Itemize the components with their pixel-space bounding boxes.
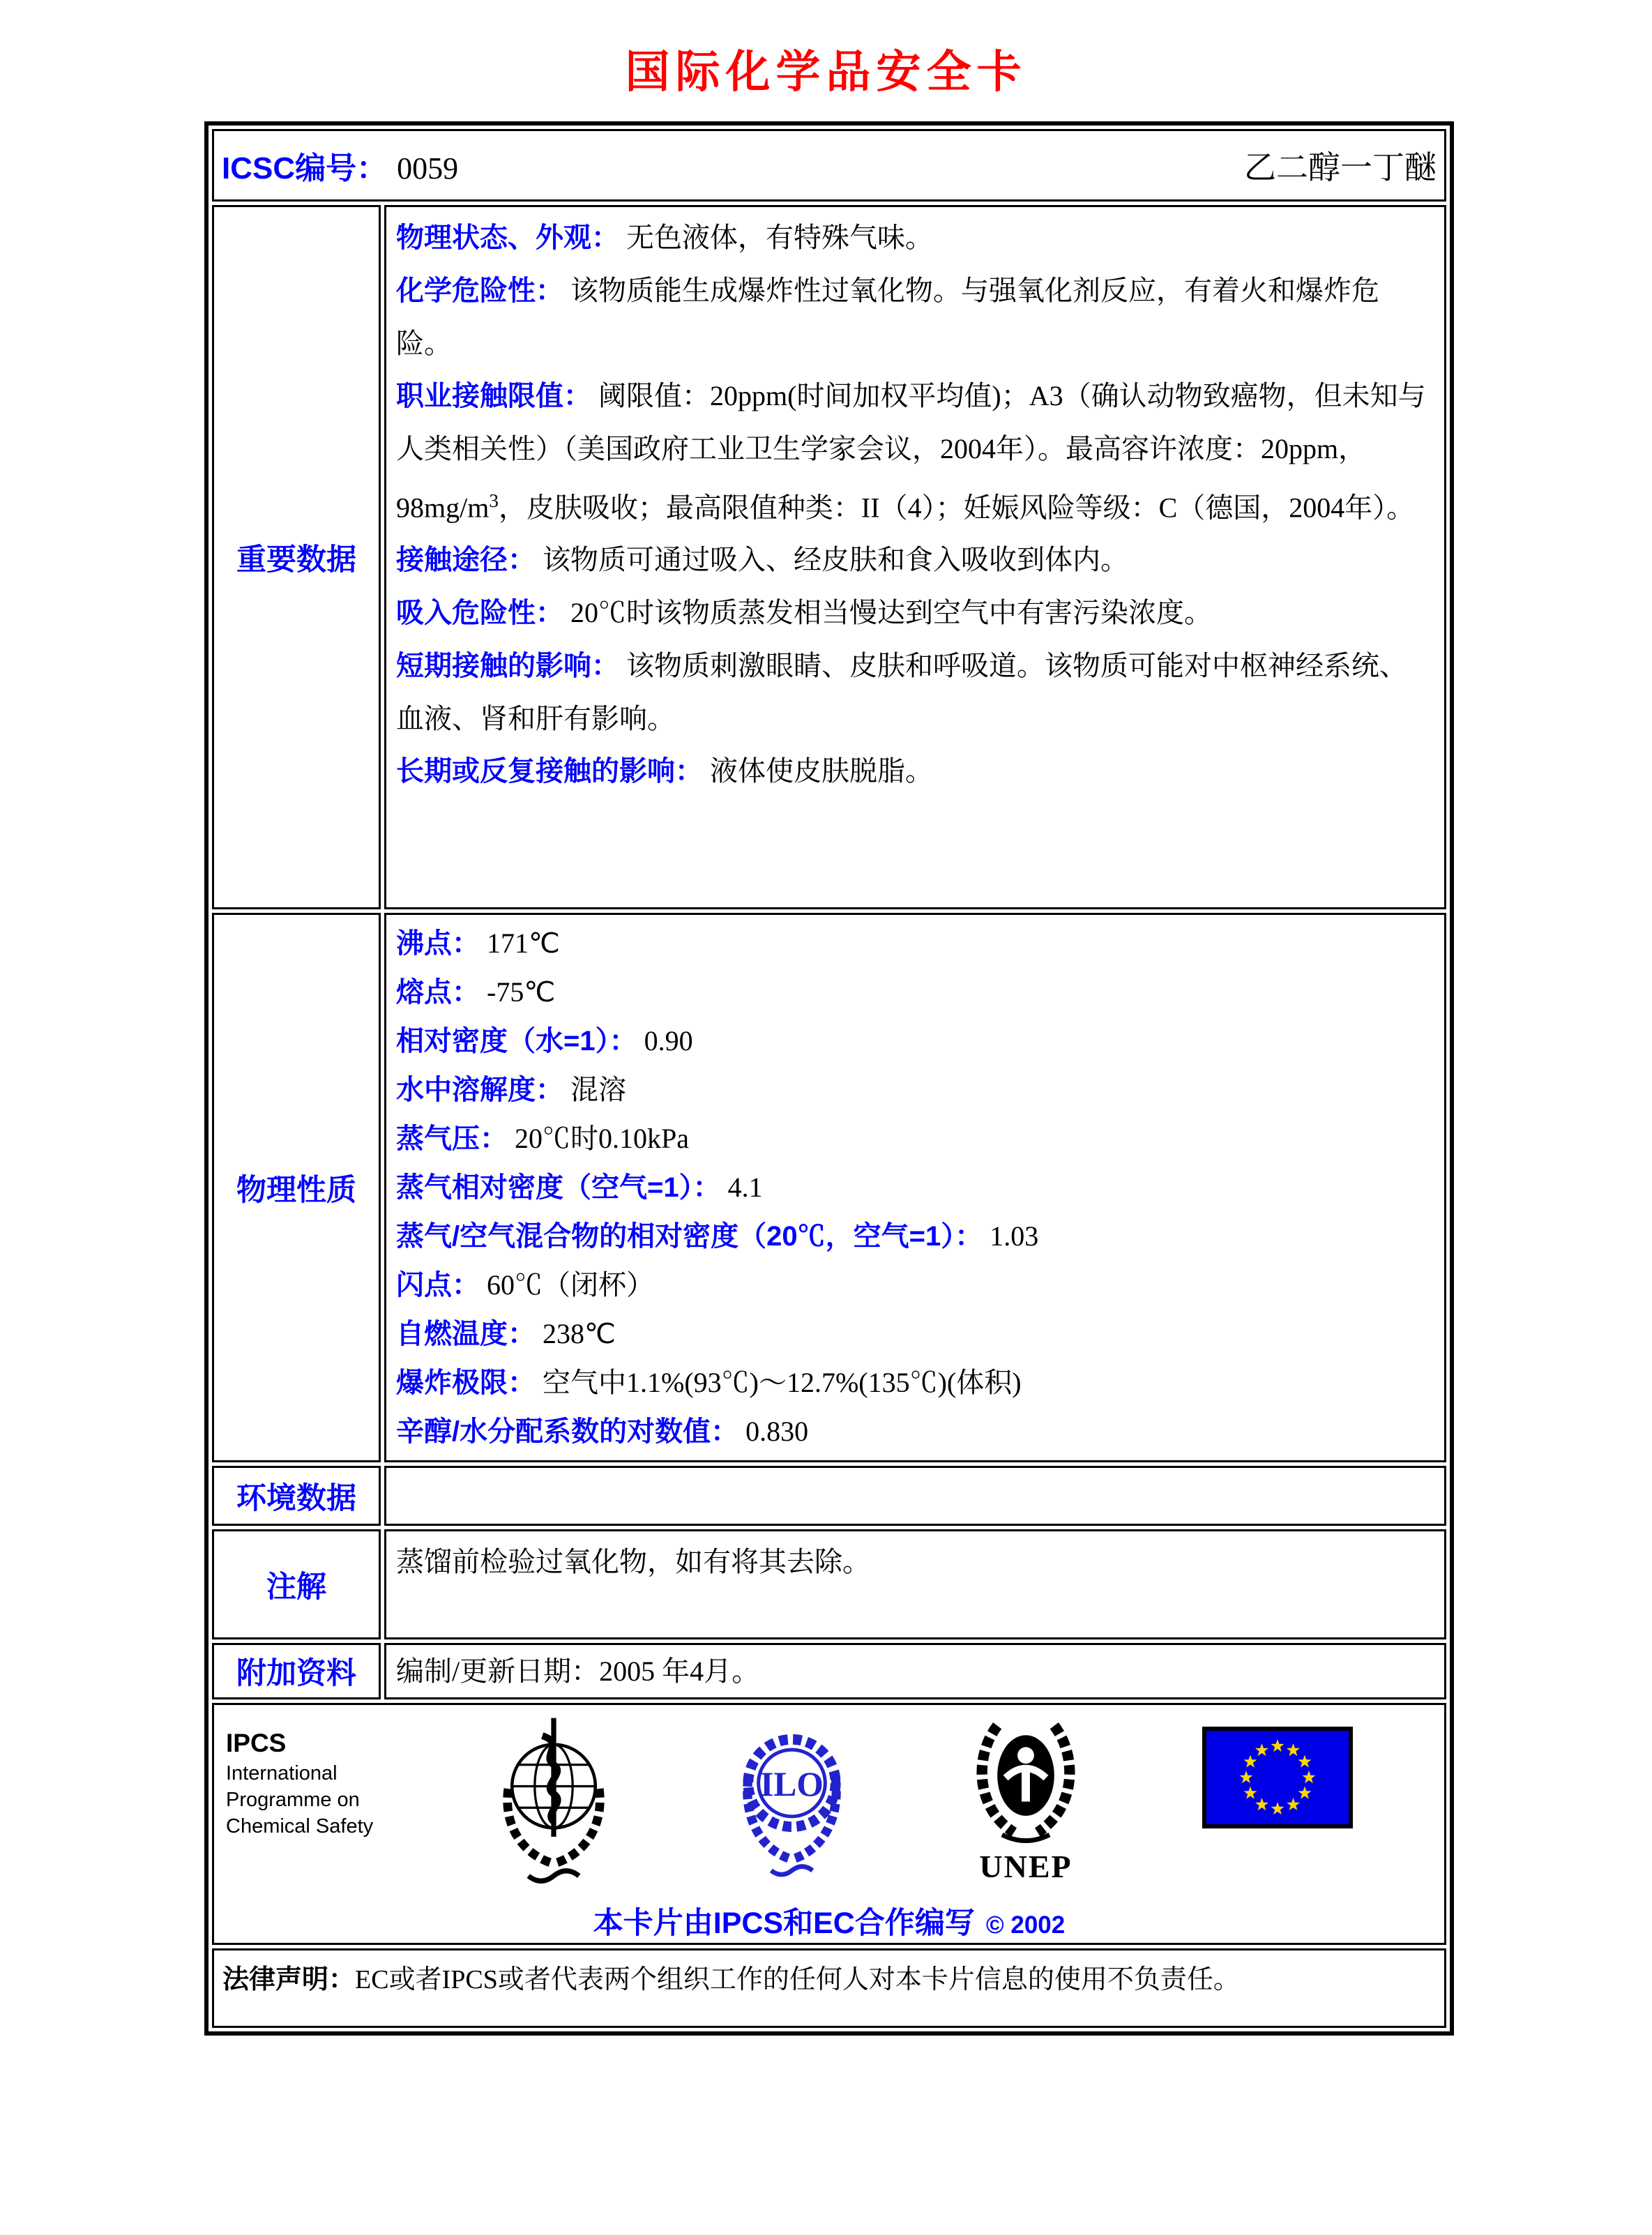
table-row: [212, 913, 1446, 1462]
text-line: 蒸气压： 20℃时0.10kPa: [396, 1123, 689, 1154]
text-line: 闪点： 60℃（闭杯）: [396, 1269, 654, 1301]
logos-row: [215, 1706, 1443, 1890]
text-line: 蒸馏前检验过氧化物，如有将其去除。: [396, 1546, 870, 1577]
text-line: 相对密度（水=1）： 0.90: [396, 1025, 693, 1056]
ipcs-acronym: IPCS: [226, 1729, 287, 1757]
text-line: 长期或反复接触的影响： 液体使皮肤脱脂。: [396, 755, 933, 787]
ipcs-line: International: [226, 1762, 338, 1785]
text-line: 沸点： 171℃: [396, 927, 560, 959]
text-line: 蒸气相对密度（空气=1）： 4.1: [396, 1172, 763, 1203]
section-content-environmental-data: [384, 1466, 1446, 1526]
text-line: 编制/更新日期：2005 年4月。: [396, 1656, 760, 1687]
unep-word: UNEP: [979, 1849, 1073, 1884]
credit-text: 本卡片由IPCS和EC合作编写: [593, 1907, 975, 1940]
table-row: [212, 1643, 1446, 1699]
table-row: [212, 1948, 1446, 2028]
icsc-number-group: [222, 143, 458, 188]
text-line: 熔点： -75℃: [396, 976, 556, 1008]
section-label-notes: 注解: [212, 1529, 381, 1639]
table-row: [212, 129, 1446, 202]
icsc-card-table: [204, 121, 1454, 2036]
who-logo: [490, 1715, 617, 1890]
unep-logo: [967, 1715, 1085, 1852]
legal-notice-cell: [212, 1948, 1446, 2028]
section-content-notes: [384, 1529, 1446, 1639]
credit-line: [215, 1900, 1443, 1942]
eu-flag: [1202, 1727, 1353, 1828]
text-line: 辛醇/水分配系数的对数值： 0.830: [396, 1416, 809, 1447]
text-line: 自燃温度： 238℃: [396, 1318, 616, 1349]
text-line: 爆炸极限： 空气中1.1%(93℃)～12.7%(135℃)(体积): [396, 1367, 1022, 1398]
copyright-text: © 2002: [985, 1911, 1066, 1939]
ilo-letters: ILO: [760, 1765, 824, 1804]
table-row: [212, 1529, 1446, 1639]
chemical-name: 乙二醇一丁醚: [1244, 150, 1437, 185]
section-content-important-data: [384, 205, 1446, 909]
text-line: 化学危险性： 该物质能生成爆炸性过氧化物。与强氧化剂反应，有着火和爆炸危险。: [396, 275, 1379, 359]
card-header-cell: [212, 129, 1446, 202]
legal-notice-label: 法律声明：: [222, 1965, 356, 1994]
section-content-physical-properties: [384, 913, 1446, 1462]
icsc-number-value: 0059: [397, 151, 459, 185]
text-line: 职业接触限值： 阈限值：20ppm(时间加权平均值)；A3（确认动物致癌物，但未知与人类相关性）（美国政府工业卫生学家会议，2004年）。最高容许浓度：20ppm，$98mg/m^3$，皮肤吸收；最高限值种类：II（4）；妊娠风险等级：C（德国，2004年）。: [396, 380, 1426, 524]
table-row: [212, 205, 1446, 909]
ilo-logo: [734, 1715, 849, 1890]
table-row: [212, 1466, 1446, 1526]
organization-logos-cell: [212, 1703, 1446, 1945]
text-line: 蒸气/空气混合物的相对密度（20℃，空气=1）： 1.03: [396, 1220, 1039, 1252]
section-label-physical-properties: 物理性质: [212, 913, 381, 1462]
text-line: 短期接触的影响： 该物质刺激眼睛、皮肤和呼吸道。该物质可能对中枢神经系统、血液、肾和肝有影响。: [396, 650, 1407, 735]
text-line: 水中溶解度： 混溶: [396, 1074, 626, 1105]
section-label-additional-information: 附加资料: [212, 1643, 381, 1699]
legal-notice-text: EC或者IPCS或者代表两个组织工作的任何人对本卡片信息的使用不负责任。: [355, 1965, 1240, 1994]
unep-logo-block: [967, 1715, 1085, 1885]
ipcs-text-block: [226, 1727, 373, 1840]
ipcs-line: Chemical Safety: [226, 1815, 374, 1838]
text-line: 接触途径： 该物质可通过吸入、经皮肤和食入吸收到体内。: [396, 544, 1128, 576]
section-label-important-data: 重要数据: [212, 205, 381, 909]
text-line: 吸入危险性： 20℃时该物质蒸发相当慢达到空气中有害污染浓度。: [396, 597, 1212, 629]
section-label-environmental-data: 环境数据: [212, 1466, 381, 1526]
text-line: 物理状态、外观： 无色液体，有特殊气味。: [396, 222, 933, 253]
ipcs-line: Programme on: [226, 1789, 360, 1811]
page-title: 国际化学品安全卡: [625, 47, 1027, 97]
icsc-number-label: ICSC编号：: [222, 151, 388, 185]
table-row: [212, 1703, 1446, 1945]
section-content-additional-information: [384, 1643, 1446, 1699]
